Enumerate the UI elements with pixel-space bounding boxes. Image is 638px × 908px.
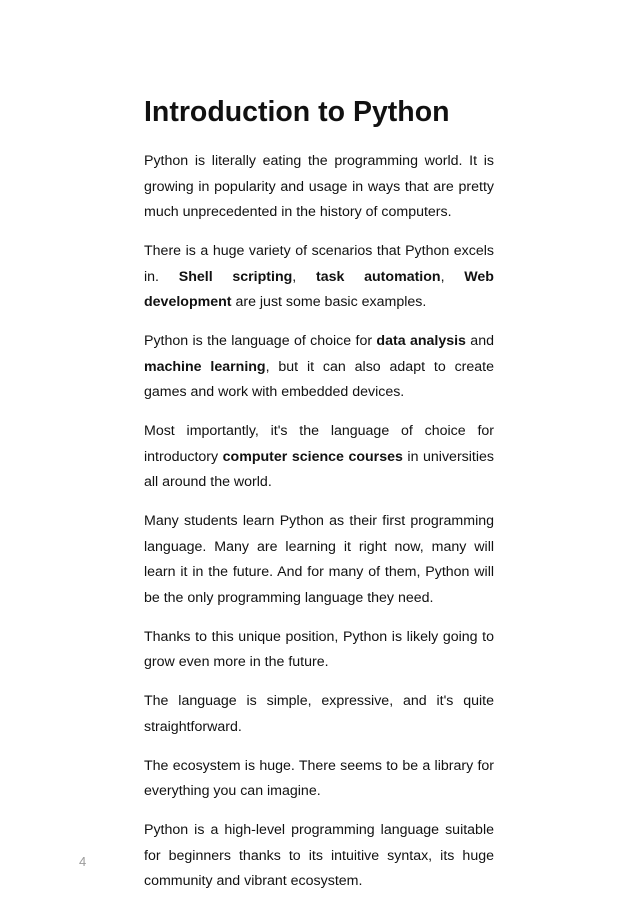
page-content [144, 92, 494, 908]
paragraph-p6 [144, 625, 494, 676]
paragraph-p4 [144, 419, 494, 496]
bold-term: Shell scripting [178, 268, 293, 285]
text-segment: in universities all around the world. [144, 448, 494, 490]
text-segment: , but it can also adapt to create games and work with embedded devices. [144, 358, 494, 400]
text-segment: Many students learn Python as their first programming language. Many are learning it right now, many will learn it in the future. And for many of them, Python will be the only programming language they need. [144, 513, 494, 606]
text-segment: Python is the language of choice for [144, 333, 377, 349]
text-segment: Most importantly, it's the language of choice for introductory [144, 423, 494, 465]
page-number: 4 [79, 854, 87, 869]
text-segment: and [465, 333, 494, 349]
text-segment: There is a huge variety of scenarios that Python excels in. [144, 243, 494, 285]
paragraph-p3 [144, 329, 494, 406]
text-segment: , [292, 268, 316, 285]
paragraph-p8 [144, 754, 494, 805]
text-segment: Thanks to this unique position, Python is likely going to grow even more in the future. [144, 628, 494, 670]
page-title: Introduction to Python [144, 96, 450, 128]
bold-term: machine learning [144, 358, 266, 375]
paragraph-p2 [144, 239, 494, 316]
paragraph-p7 [144, 689, 494, 740]
paragraph-p1 [144, 149, 494, 226]
body-text [144, 149, 494, 895]
text-segment: , [440, 268, 465, 285]
text-segment: The ecosystem is huge. There seems to be a library for everything you can imagine. [144, 757, 494, 799]
bold-term: data analysis [376, 333, 466, 349]
text-segment: Python is literally eating the programming world. It is growing in popularity and usage in ways that are pretty much unprecedented in the history of computers. [144, 153, 494, 220]
bold-term: Web development [144, 268, 494, 310]
text-segment: are just some basic examples. [231, 294, 427, 310]
text-segment: Python is a high-level programming language suitable for beginners thanks to its intuitive syntax, its huge community and vibrant ecosystem. [144, 822, 494, 889]
bold-term: computer science courses [222, 448, 403, 465]
paragraph-p9 [144, 818, 494, 895]
bold-term: task automation [315, 268, 441, 285]
paragraph-p5 [144, 509, 494, 611]
text-segment: The language is simple, expressive, and it's quite straightforward. [144, 693, 494, 735]
